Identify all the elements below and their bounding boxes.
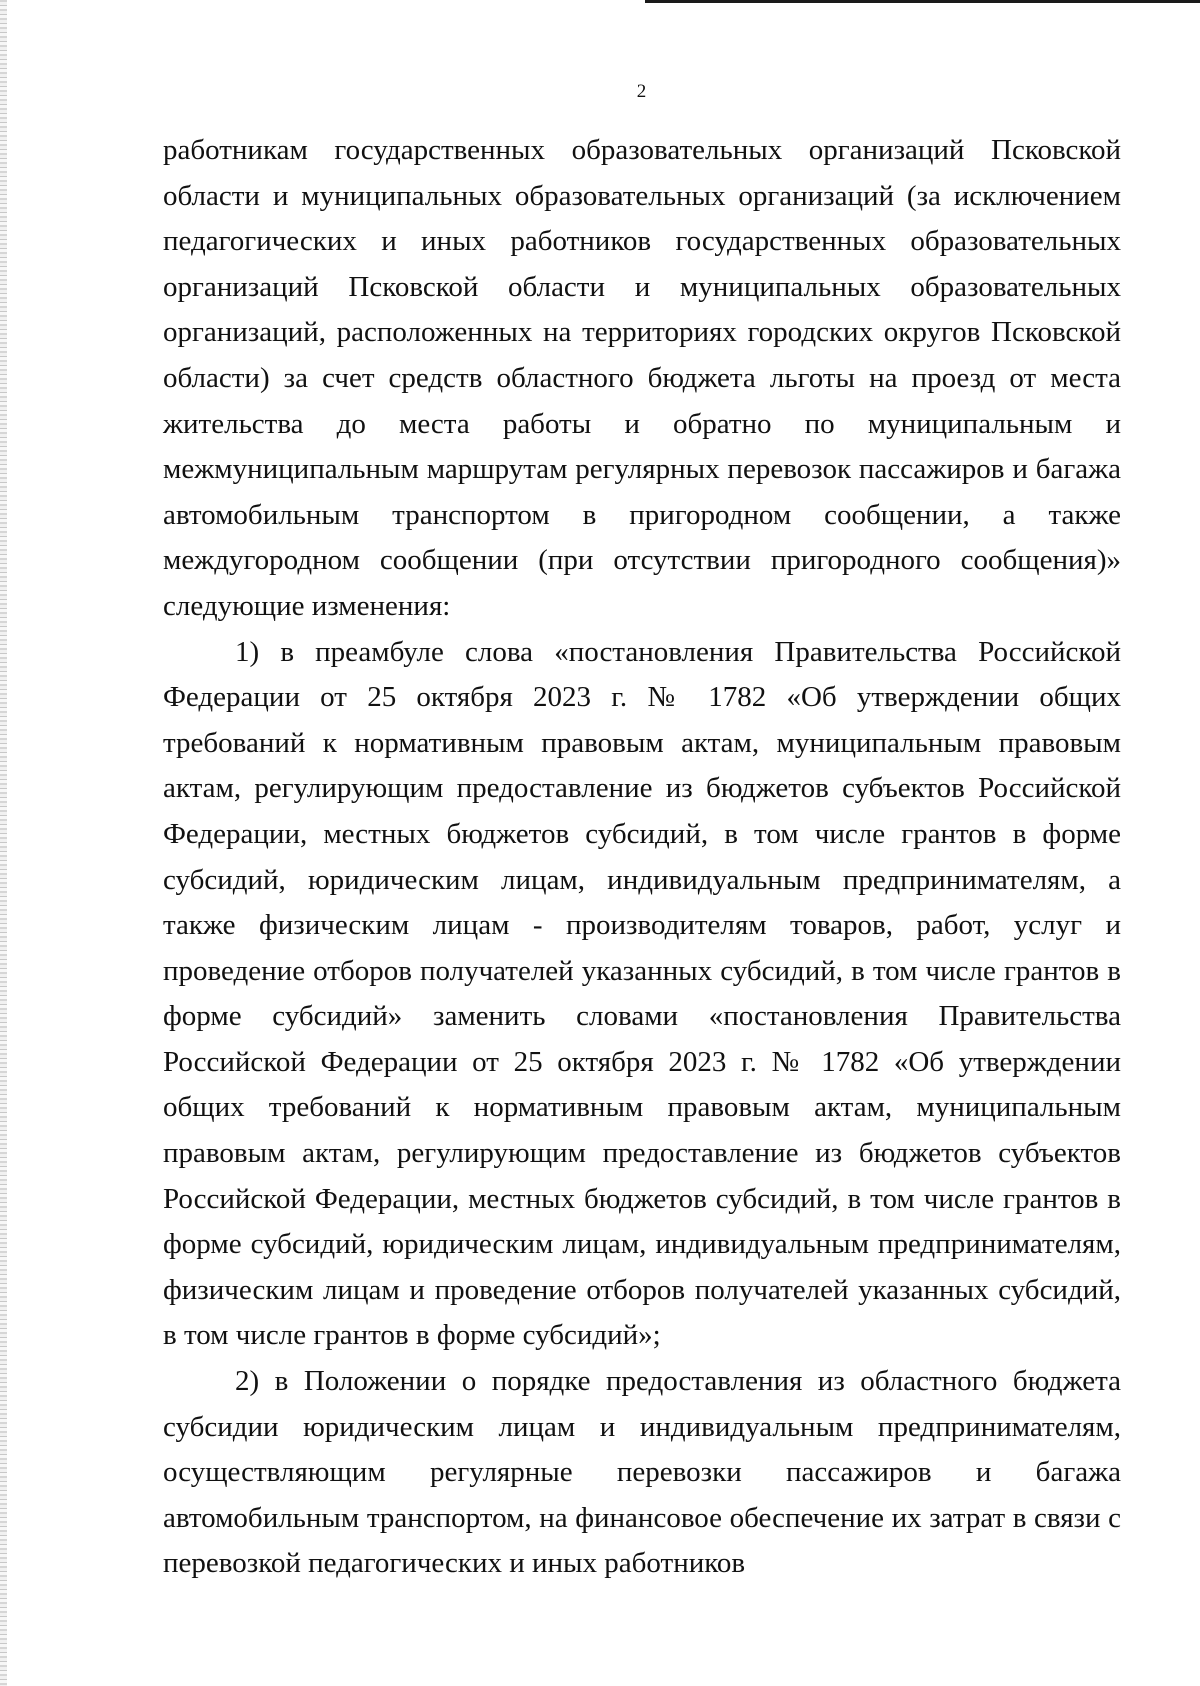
- paragraph-item-1: 1) в преамбуле слова «постановления Правительства Российской Федерации от 25 октября 2023 г. № 1782 «Об утверждении общих требований к нормативным правовым актам, муниципальным правовым актам, регулирующим предоставление из бюджетов субъектов Российской Федерации, местных бюджетов субсидий, в том числе грантов в форме субсидий, юридическим лицам, индивидуальным предпринимателям, а также физическим лицам - производителям товаров, работ, услуг и проведение отборов получателей указанных субсидий, в том числе грантов в форме субсидий» заменить словами «постановления Правительства Российской Федерации от 25 октября 2023 г. № 1782 «Об утверждении общих требований к нормативным правовым актам, муниципальным правовым актам, регулирующим предоставление из бюджетов субъектов Российской Федерации, местных бюджетов субсидий, в том числе грантов в форме субсидий, юридическим лицам, индивидуальным предпринимателям, физическим лицам и проведение отборов получателей указанных субсидий, в том числе грантов в форме субсидий»;: [163, 635, 1121, 1352]
- paragraph-item-2: 2) в Положении о порядке предоставления из областного бюджета субсидии юридическим лицам и индивидуальным предпринимателям, осуществляющим регулярные перевозки пассажиров и багажа автомобильным транспортом, на финансовое обеспечение их затрат в связи с перевозкой педагогических и иных работников: [163, 1365, 1121, 1580]
- top-rule-line: [645, 0, 1200, 3]
- page-number: 2: [636, 81, 647, 102]
- paragraph-continuation: работникам государственных образовательных организаций Псковской области и муниципальных образовательных организаций (за исключением педагогических и иных работников государственных образовательных организаций Псковской области и муниципальных образовательных организаций, расположенных на территориях городских округов Псковской области) за счет средств областного бюджета льготы на проезд от места жительства до места работы и обратно по муниципальным и межмуниципальным маршрутам регулярных перевозок пассажиров и багажа автомобильным транспортом в пригородном сообщении, а также междугородном сообщении (при отсутствии пригородного сообщения)» следующие изменения:: [163, 134, 1121, 622]
- document-body: [163, 128, 1121, 1587]
- scan-edge: [0, 0, 7, 1686]
